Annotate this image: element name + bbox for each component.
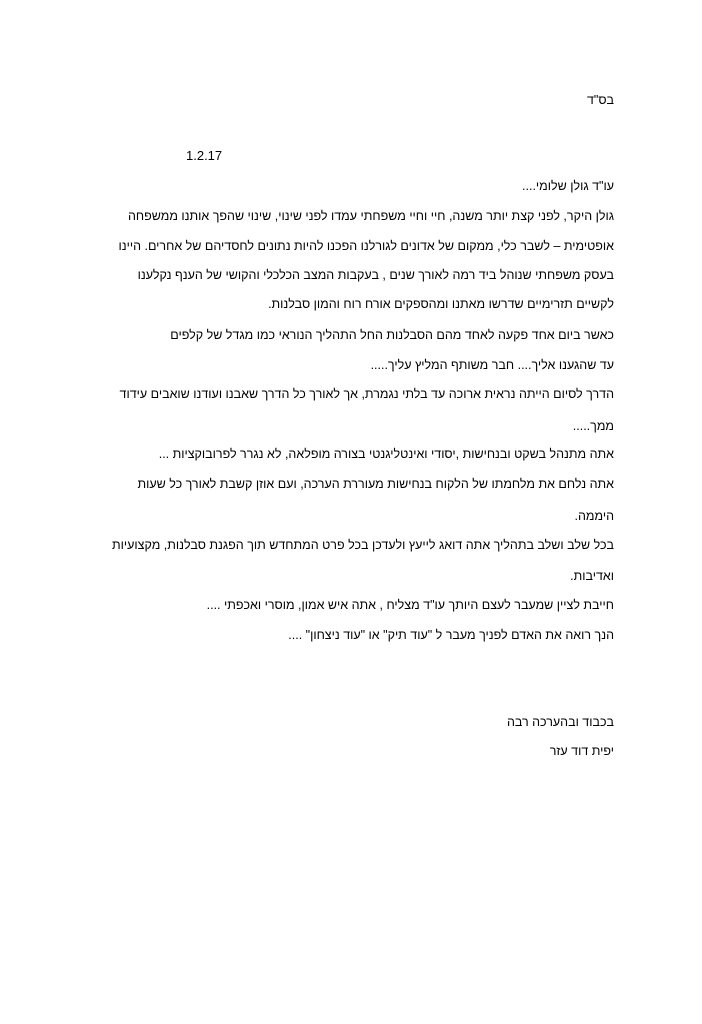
letter-line: גולן היקר, לפני קצת יותר משנה, חיי וחיי משפחתי עמדו לפני שינוי, שינוי שהפך אותנו ממשפחה [127,209,614,223]
letter-line: הנך רואה את האדם לפניך מעבר ל "עוד תיק" או "עוד ניצחון" .... [288,628,614,642]
letter-line: אתה מתנהל בשקט ובנחישות ,יסודי ואינטליגנטי בצורה מופלאה, לא נגרר לפרובוקציות ... [158,447,614,461]
letter-greeting: עו"ד גולן שלומי.... [522,179,614,193]
letter-line: לקשיים תזרימיים שדרשו מאתנו ומהספקים אורח רוח והמון סבלנות. [268,297,614,311]
letter-line: היממה. [574,509,614,523]
letter-line: ואדיבות. [570,569,614,583]
letter-line: חייבת לציין שמעבר לעצם היותך עו"ד מצליח , אתה איש אמון, מוסרי ואכפתי .... [206,598,614,612]
letter-line: ממך..... [572,419,614,433]
letter-line: בכל שלב ושלב בתהליך אתה דואג לייעץ ולעדכן בכל פרט המתחדש תוך הפגנת סבלנות, מקצועיות [112,538,614,552]
letter-line: אתה נלחם את מלחמתו של הלקוח בנחישות מעוררת הערכה, ועם אוזן קשבת לאורך כל שעות [137,477,614,491]
letter-line: כאשר ביום אחד פקעה לאחד מהם הסבלנות החל התהליך הנוראי כמו מגדל של קלפים [170,328,614,342]
letter-line: אופטימית – לשבר כלי, ממקום של אדונים לגורלנו הפכנו להיות נתונים לחסדיהם של אחרים. היינו [118,239,614,253]
letter-date: 1.2.17 [186,148,223,163]
closing-regards: בכבוד ובהערכה רבה [506,715,614,729]
letter-line: הדרך לסיום הייתה נראית ארוכה עד בלתי נגמרת, אך לאורך כל הדרך שאבנו ועודנו שואבים עידוד [119,387,614,401]
letter-line: בעסק משפחתי שנוהל ביד רמה לאורך שנים , בעקבות המצב הכלכלי והקושי של הענף נקלענו [137,268,614,282]
bsd-header: בס"ד [586,93,614,107]
signature-name: יפית דוד עזר [549,744,614,758]
letter-line: עד שהגענו אליך.... חבר משותף המליץ עליך..... [370,358,614,372]
